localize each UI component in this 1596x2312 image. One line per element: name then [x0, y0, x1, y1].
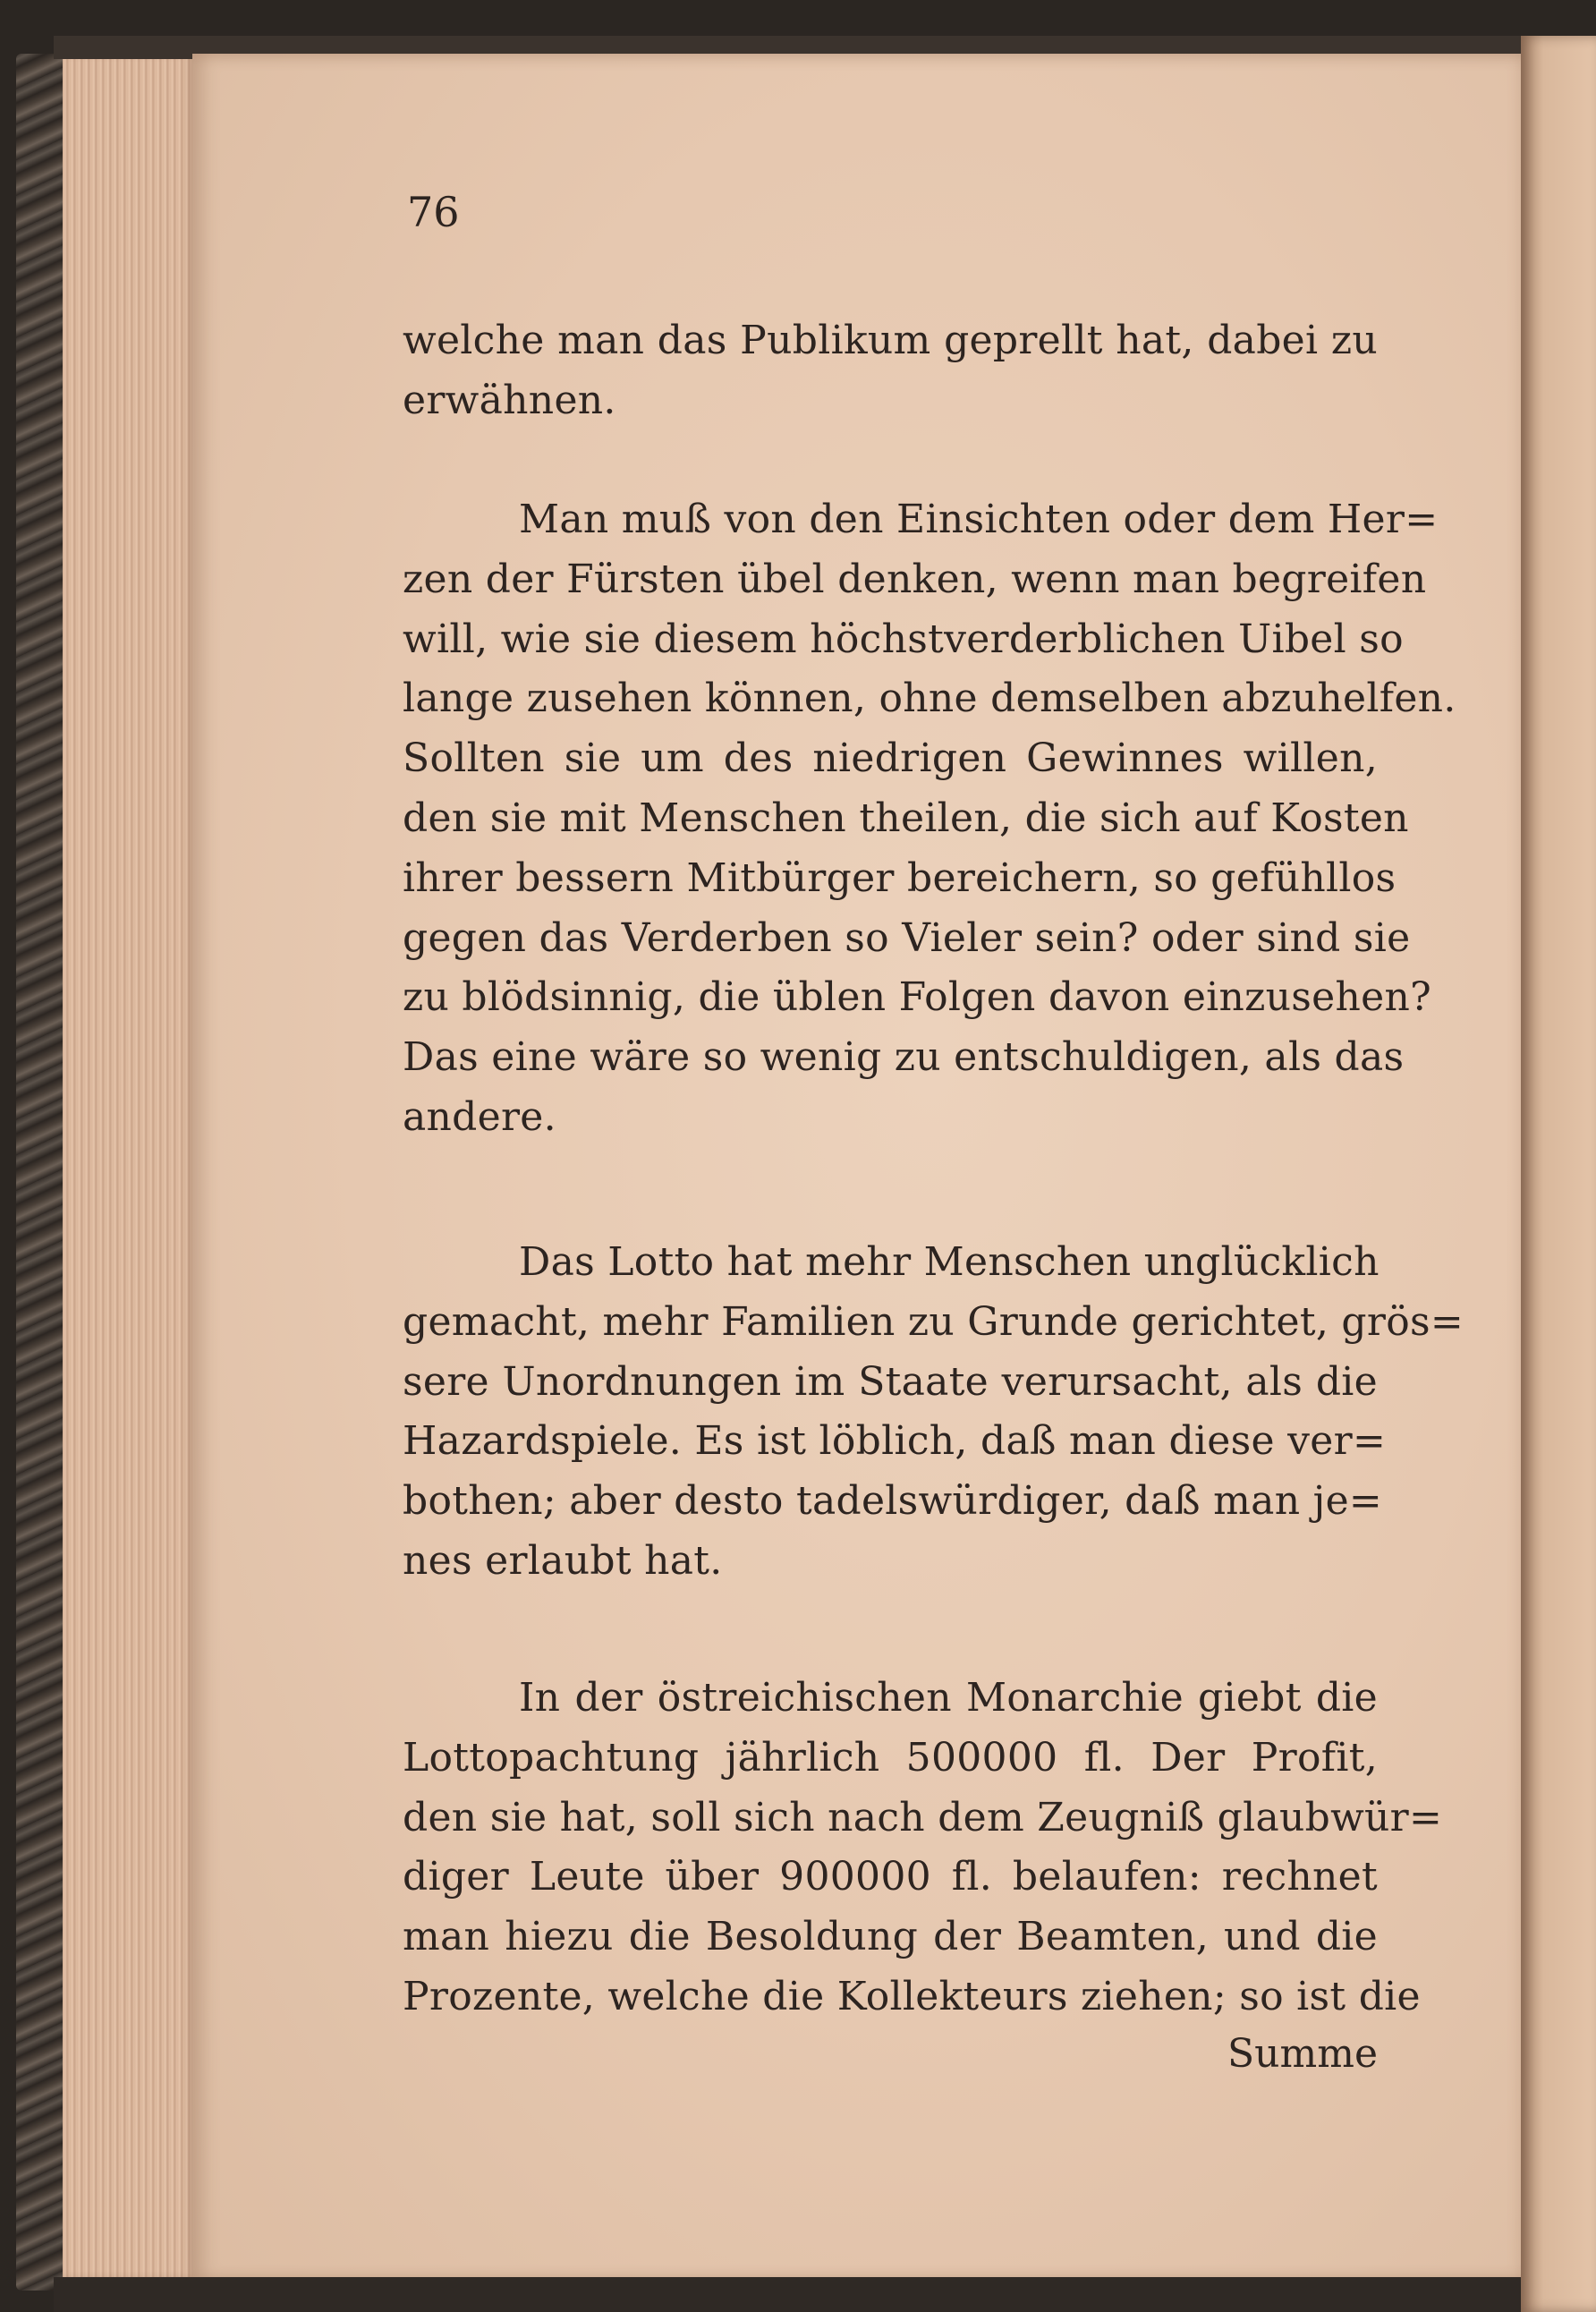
text-line: nes erlaubt hat.	[403, 1537, 723, 1584]
text-line: Prozente, welche die Kollekteurs ziehen; so ist die	[403, 1973, 1421, 2019]
text-line: den sie mit Menschen theilen, die sich auf Kosten	[403, 795, 1409, 841]
text-line: will, wie sie diesem höchstverderblichen Uibel so	[403, 616, 1404, 662]
text-line: man hiezu die Besoldung der Beamten, und die	[403, 1914, 1378, 1960]
text-line: diger Leute über 900000 fl. belaufen: rechnet	[403, 1854, 1378, 1900]
paragraph-4	[403, 1669, 1443, 2027]
text-line: Lottopachtung jährlich 500000 fl. Der Profit,	[403, 1734, 1378, 1781]
paragraph-2	[403, 490, 1456, 1148]
text-line: In der östreichischen Monarchie giebt die	[519, 1675, 1378, 1721]
text-line: Sollten sie um des niedrigen Gewinnes willen,	[403, 735, 1378, 782]
page-number: 76	[407, 188, 460, 236]
bottom-edge	[54, 2277, 1521, 2312]
text-line: bothen; aber desto tadelswürdiger, daß man je=	[403, 1478, 1383, 1525]
paragraph-1	[403, 311, 1378, 431]
text-line: welche man das Publikum geprellt hat, dabei zu	[403, 318, 1378, 363]
text-line: Man muß von den Einsichten oder dem Her=	[519, 497, 1439, 542]
text-line: gemacht, mehr Familien zu Grunde gerichtet, grös=	[403, 1298, 1464, 1345]
text-line: Das Lotto hat mehr Menschen unglücklich	[519, 1239, 1380, 1285]
text-line: erwähnen.	[403, 377, 616, 423]
text-line: sere Unordnungen im Staate verursacht, als die	[403, 1358, 1378, 1405]
text-line: zen der Fürsten übel denken, wenn man begreifen	[403, 556, 1427, 602]
text-line: lange zusehen können, ohne demselben abzuhelfen.	[403, 676, 1456, 722]
text-line: ihrer bessern Mitbürger bereichern, so gefühllos	[403, 854, 1396, 901]
page-edges	[63, 52, 197, 2280]
text-line: zu blödsinnig, die üblen Folgen davon einzusehen?	[403, 974, 1432, 1021]
paragraph-3	[403, 1233, 1464, 1592]
facing-page-edge	[1521, 36, 1596, 2312]
text-line: Hazardspiele. Es ist löblich, daß man diese ver=	[403, 1418, 1387, 1465]
text-line: gegen das Verderben so Vieler sein? oder sind sie	[403, 914, 1411, 961]
text-line: Das eine wäre so wenig zu entschuldigen, als das	[403, 1034, 1405, 1081]
catchword: Summe	[1227, 2031, 1378, 2077]
text-line: den sie hat, soll sich nach dem Zeugniß glaubwür=	[403, 1794, 1443, 1840]
text-line: andere.	[403, 1093, 556, 1140]
